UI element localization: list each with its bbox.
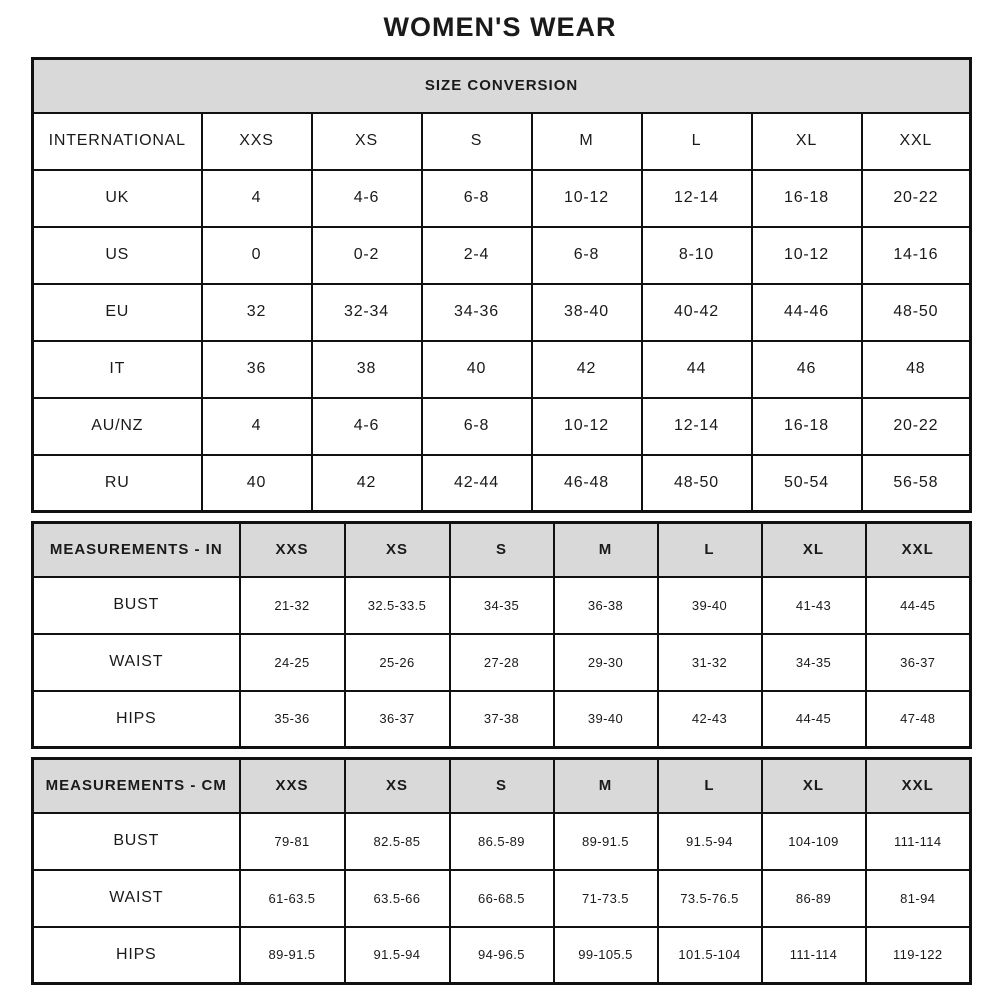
size-conversion-row-label: US: [33, 227, 202, 284]
measurements-cm-value-cell: 81-94: [866, 870, 971, 927]
measurements-cm-row: [33, 870, 971, 927]
size-conversion-value-cell: 8-10: [642, 227, 752, 284]
measurements-in-value-cell: 44-45: [866, 577, 971, 634]
size-conversion-row: [33, 227, 971, 284]
page-title: WOMEN'S WEAR: [383, 12, 617, 42]
measurements-in-value-cell: 39-40: [554, 691, 658, 748]
measurements-cm-value-cell: 73.5-76.5: [658, 870, 762, 927]
measurements-in-value-cell: 44-45: [762, 691, 866, 748]
measurements-in-size-header: L: [658, 523, 762, 577]
size-conversion-value-cell: 44-46: [752, 284, 862, 341]
measurements-in-value-cell: 47-48: [866, 691, 971, 748]
measurements-cm-value-cell: 94-96.5: [450, 927, 554, 984]
measurements-cm-value-cell: 82.5-85: [345, 813, 450, 870]
measurements-in-value-cell: 36-37: [345, 691, 450, 748]
measurements-cm-value-cell: 71-73.5: [554, 870, 658, 927]
measurements-cm-value-cell: 119-122: [866, 927, 971, 984]
size-conversion-value-cell: 42-44: [422, 455, 532, 512]
measurements-cm-value-cell: 99-105.5: [554, 927, 658, 984]
size-conversion-title: SIZE CONVERSION: [33, 59, 971, 113]
measurements-in-value-cell: 34-35: [450, 577, 554, 634]
measurements-cm-row-label: BUST: [33, 813, 240, 870]
measurements-in-value-cell: 39-40: [658, 577, 762, 634]
size-conversion-size-header: XXL: [862, 113, 971, 170]
measurements-in-value-cell: 42-43: [658, 691, 762, 748]
measurements-cm-value-cell: 91.5-94: [345, 927, 450, 984]
size-conversion-value-cell: 12-14: [642, 170, 752, 227]
size-conversion-row-label: UK: [33, 170, 202, 227]
size-conversion-value-cell: 42: [312, 455, 422, 512]
measurements-in-row-label: BUST: [33, 577, 240, 634]
size-conversion-value-cell: 16-18: [752, 398, 862, 455]
measurements-in-title: MEASUREMENTS - IN: [33, 523, 240, 577]
size-conversion-value-cell: 0-2: [312, 227, 422, 284]
measurements-in-size-header: M: [554, 523, 658, 577]
measurements-cm-value-cell: 79-81: [240, 813, 345, 870]
size-conversion-row: [33, 284, 971, 341]
measurements-in-value-cell: 25-26: [345, 634, 450, 691]
size-conversion-table: [31, 57, 972, 513]
measurements-cm-size-header: M: [554, 759, 658, 813]
size-conversion-value-cell: 20-22: [862, 170, 971, 227]
measurements-in-value-cell: 35-36: [240, 691, 345, 748]
size-conversion-value-cell: 36: [202, 341, 312, 398]
size-conversion-row-label: AU/NZ: [33, 398, 202, 455]
size-conversion-value-cell: 0: [202, 227, 312, 284]
size-conversion-value-cell: 16-18: [752, 170, 862, 227]
size-conversion-value-cell: 44: [642, 341, 752, 398]
measurements-in-value-cell: 36-38: [554, 577, 658, 634]
size-conversion-value-cell: 46: [752, 341, 862, 398]
measurements-in-value-cell: 29-30: [554, 634, 658, 691]
measurements-cm-value-cell: 61-63.5: [240, 870, 345, 927]
measurements-in-size-header: XL: [762, 523, 866, 577]
measurements-in-value-cell: 34-35: [762, 634, 866, 691]
size-conversion-value-cell: 4-6: [312, 170, 422, 227]
measurements-in-value-cell: 27-28: [450, 634, 554, 691]
size-conversion-size-header: XL: [752, 113, 862, 170]
measurements-cm-value-cell: 86.5-89: [450, 813, 554, 870]
size-conversion-value-cell: 48-50: [642, 455, 752, 512]
measurements-in-size-header: S: [450, 523, 554, 577]
measurements-cm-size-header: XL: [762, 759, 866, 813]
measurements-cm-value-cell: 91.5-94: [658, 813, 762, 870]
international-header-label: INTERNATIONAL: [33, 113, 202, 170]
measurements-cm-value-cell: 66-68.5: [450, 870, 554, 927]
size-conversion-value-cell: 48: [862, 341, 971, 398]
size-conversion-value-cell: 10-12: [532, 398, 642, 455]
measurements-in-size-header: XXL: [866, 523, 971, 577]
size-conversion-size-header: L: [642, 113, 752, 170]
size-conversion-value-cell: 38: [312, 341, 422, 398]
measurements-in-value-cell: 41-43: [762, 577, 866, 634]
size-conversion-value-cell: 20-22: [862, 398, 971, 455]
measurements-in-row: [33, 577, 971, 634]
measurements-in-row: [33, 634, 971, 691]
measurements-in-value-cell: 31-32: [658, 634, 762, 691]
size-conversion-size-header: XS: [312, 113, 422, 170]
size-conversion-value-cell: 4-6: [312, 398, 422, 455]
measurements-cm-size-header: XS: [345, 759, 450, 813]
measurements-in-table: [31, 521, 972, 749]
size-conversion-value-cell: 50-54: [752, 455, 862, 512]
measurements-cm-row: [33, 813, 971, 870]
measurements-cm-row-label: HIPS: [33, 927, 240, 984]
measurements-cm-header-row: [33, 759, 971, 813]
measurements-cm-value-cell: 86-89: [762, 870, 866, 927]
size-conversion-size-header: XXS: [202, 113, 312, 170]
measurements-in-size-header: XXS: [240, 523, 345, 577]
size-conversion-value-cell: 56-58: [862, 455, 971, 512]
measurements-cm-row: [33, 927, 971, 984]
size-conversion-value-cell: 34-36: [422, 284, 532, 341]
size-conversion-header-row: [33, 113, 971, 170]
measurements-cm-size-header: L: [658, 759, 762, 813]
measurements-cm-value-cell: 111-114: [762, 927, 866, 984]
size-conversion-value-cell: 14-16: [862, 227, 971, 284]
size-conversion-size-header: M: [532, 113, 642, 170]
measurements-cm-value-cell: 111-114: [866, 813, 971, 870]
measurements-in-value-cell: 24-25: [240, 634, 345, 691]
measurements-cm-value-cell: 89-91.5: [554, 813, 658, 870]
size-conversion-row: [33, 170, 971, 227]
size-conversion-value-cell: 32: [202, 284, 312, 341]
measurements-cm-title: MEASUREMENTS - CM: [33, 759, 240, 813]
measurements-cm-row-label: WAIST: [33, 870, 240, 927]
size-conversion-value-cell: 42: [532, 341, 642, 398]
size-conversion-value-cell: 12-14: [642, 398, 752, 455]
size-conversion-value-cell: 10-12: [752, 227, 862, 284]
measurements-in-value-cell: 37-38: [450, 691, 554, 748]
size-conversion-value-cell: 10-12: [532, 170, 642, 227]
size-conversion-value-cell: 6-8: [532, 227, 642, 284]
measurements-cm-value-cell: 104-109: [762, 813, 866, 870]
size-conversion-row-label: IT: [33, 341, 202, 398]
measurements-in-value-cell: 21-32: [240, 577, 345, 634]
measurements-in-header-row: [33, 523, 971, 577]
measurements-in-row: [33, 691, 971, 748]
measurements-in-size-header: XS: [345, 523, 450, 577]
size-conversion-value-cell: 4: [202, 398, 312, 455]
size-conversion-row: [33, 398, 971, 455]
size-conversion-value-cell: 38-40: [532, 284, 642, 341]
measurements-cm-value-cell: 101.5-104: [658, 927, 762, 984]
measurements-cm-value-cell: 63.5-66: [345, 870, 450, 927]
measurements-cm-size-header: XXL: [866, 759, 971, 813]
measurements-in-row-label: HIPS: [33, 691, 240, 748]
size-conversion-row: [33, 455, 971, 512]
size-conversion-value-cell: 4: [202, 170, 312, 227]
size-conversion-row-label: RU: [33, 455, 202, 512]
size-conversion-value-cell: 40: [422, 341, 532, 398]
measurements-in-row-label: WAIST: [33, 634, 240, 691]
size-conversion-value-cell: 40: [202, 455, 312, 512]
measurements-cm-table: [31, 757, 972, 985]
size-conversion-row-label: EU: [33, 284, 202, 341]
size-conversion-value-cell: 2-4: [422, 227, 532, 284]
size-conversion-value-cell: 32-34: [312, 284, 422, 341]
size-conversion-row: [33, 341, 971, 398]
size-conversion-value-cell: 6-8: [422, 170, 532, 227]
size-conversion-value-cell: 48-50: [862, 284, 971, 341]
size-conversion-value-cell: 6-8: [422, 398, 532, 455]
measurements-cm-size-header: XXS: [240, 759, 345, 813]
size-conversion-value-cell: 40-42: [642, 284, 752, 341]
measurements-cm-size-header: S: [450, 759, 554, 813]
measurements-in-value-cell: 36-37: [866, 634, 971, 691]
size-conversion-value-cell: 46-48: [532, 455, 642, 512]
measurements-cm-value-cell: 89-91.5: [240, 927, 345, 984]
size-conversion-caption-row: [33, 59, 971, 113]
measurements-in-value-cell: 32.5-33.5: [345, 577, 450, 634]
size-conversion-size-header: S: [422, 113, 532, 170]
